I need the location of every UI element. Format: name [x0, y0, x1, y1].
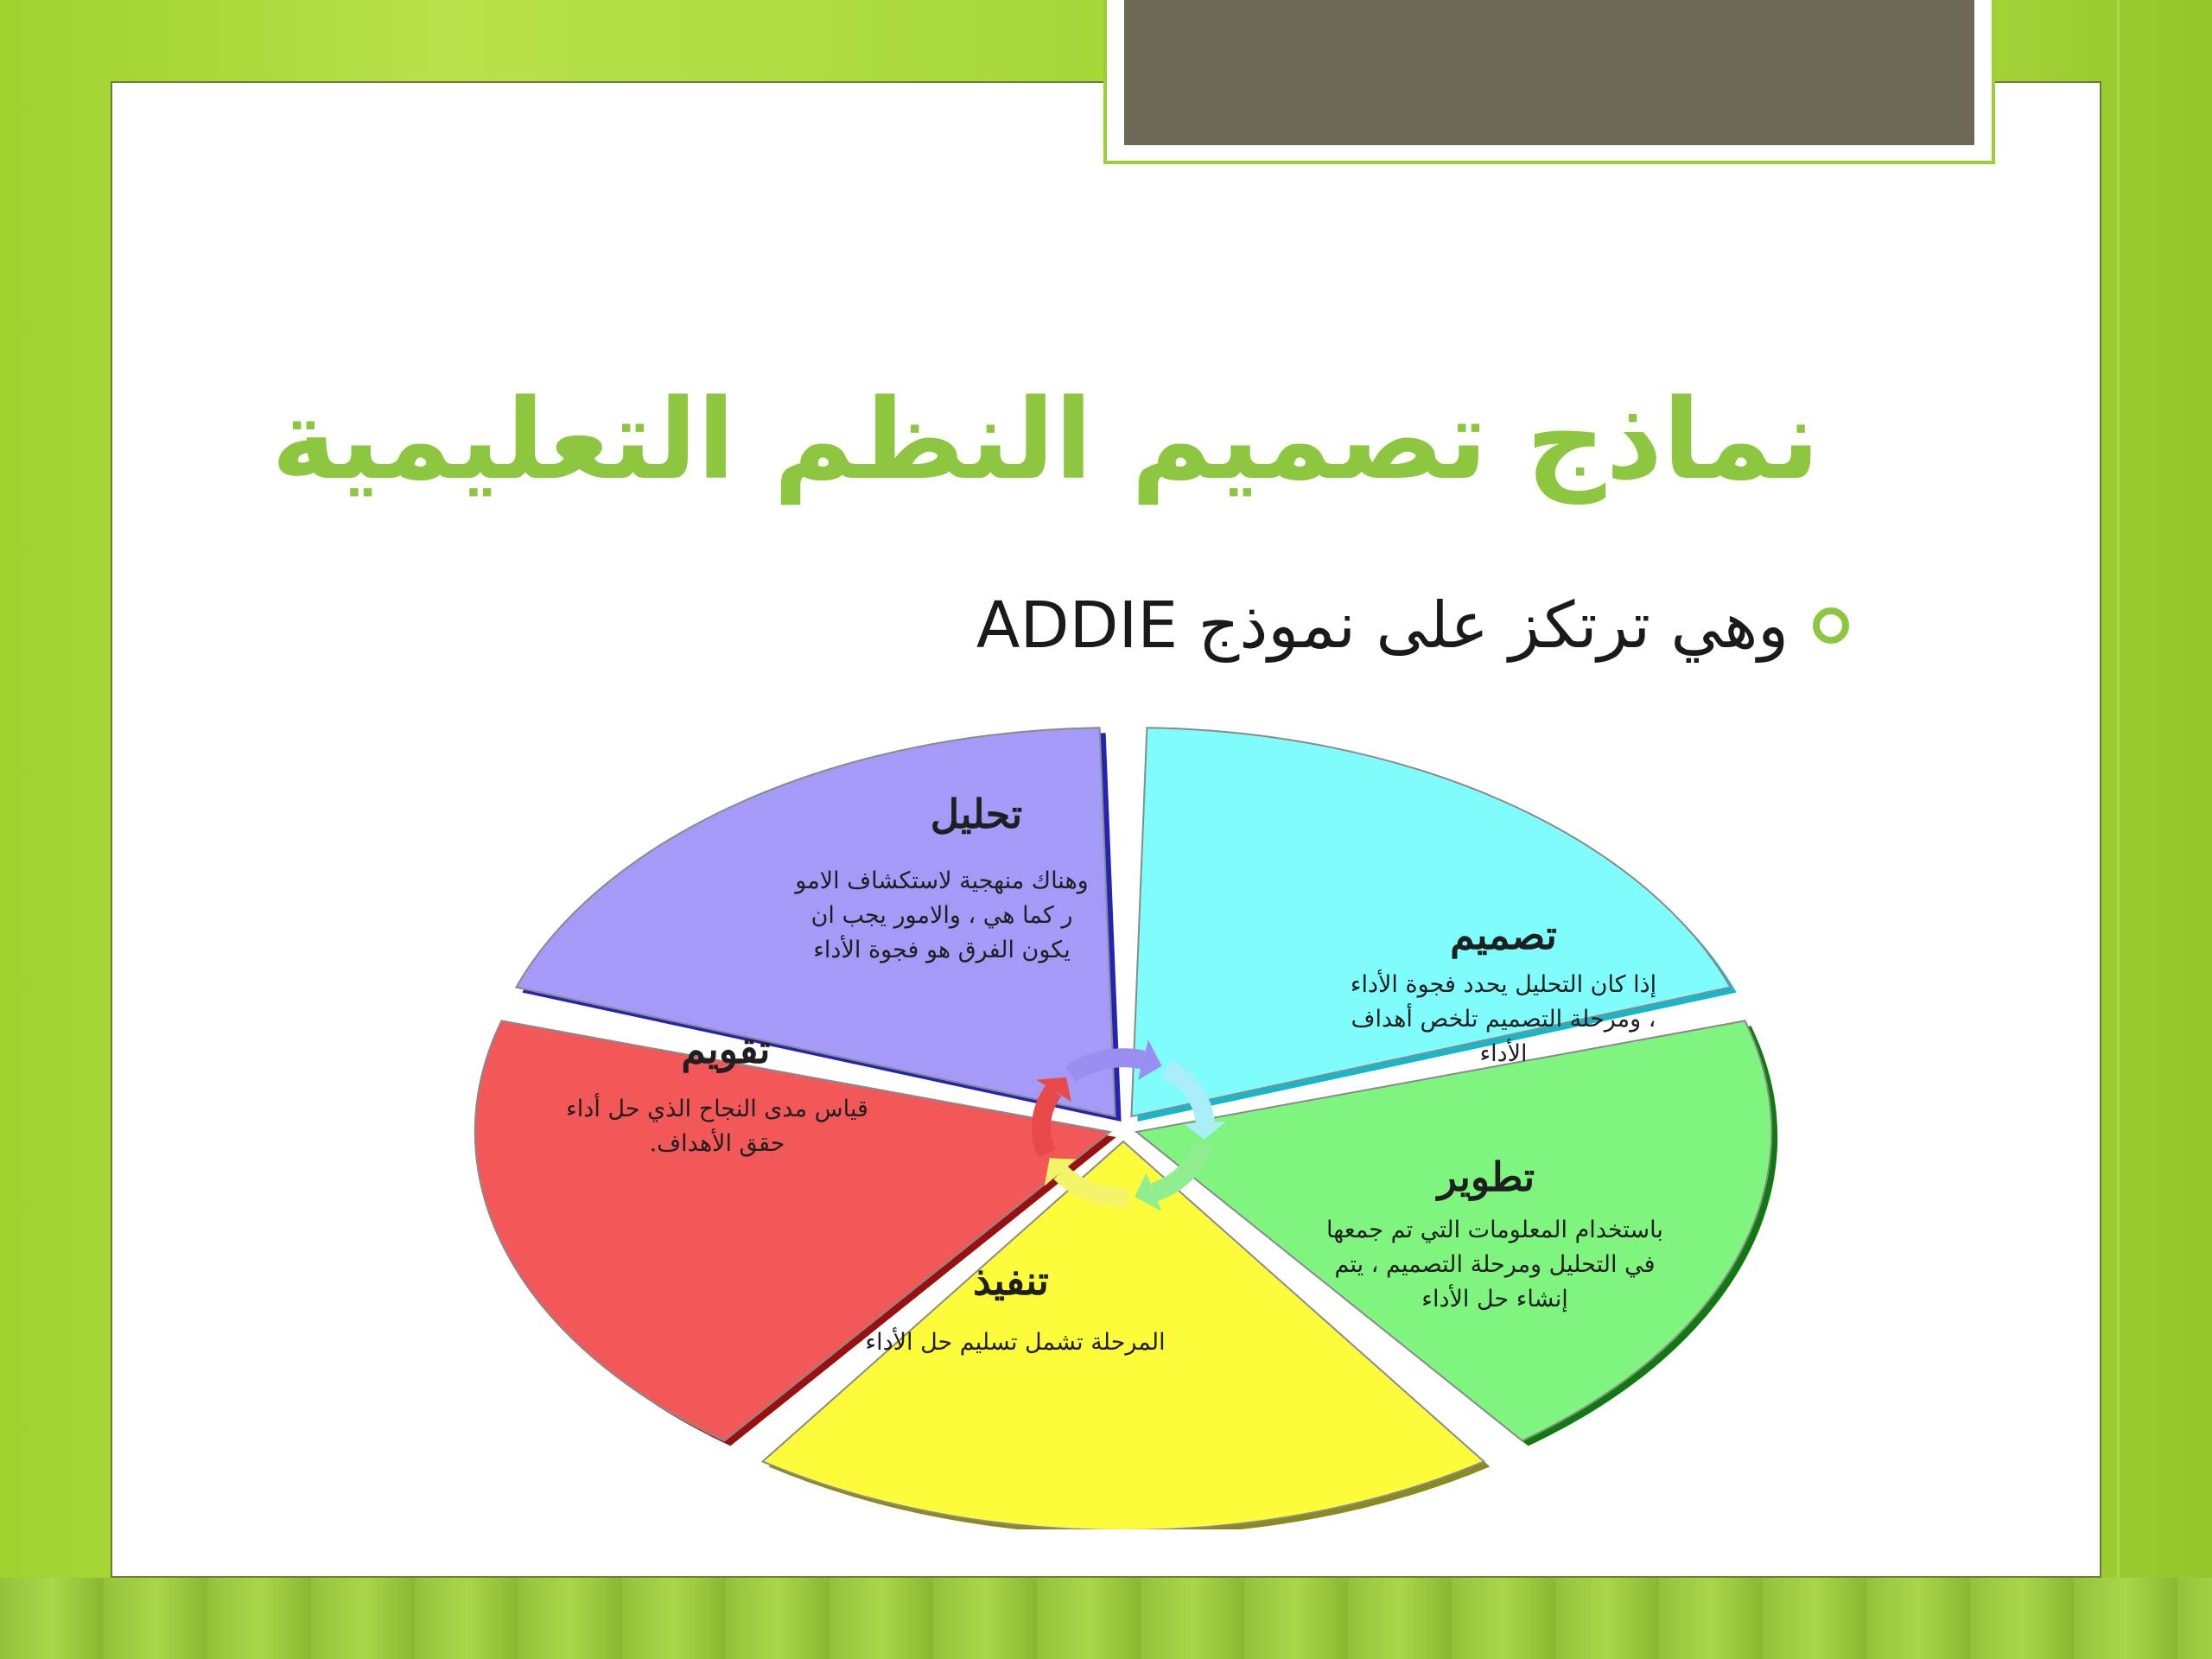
segment-implementation-title: تنفيذ — [973, 1257, 1049, 1304]
segment-analysis-text-line: ر كما هي ، والامور يجب ان — [810, 902, 1073, 929]
addie-cycle-diagram — [467, 726, 1780, 1529]
segment-design-text-line: ، ومرحلة التصميم تلخص أهداف — [1351, 1006, 1656, 1033]
segment-development-text-line: في التحليل ومرحلة التصميم ، يتم — [1334, 1251, 1656, 1278]
diagram-segments — [475, 728, 1777, 1529]
segment-analysis-text-line: يكون الفرق هو فجوة الأداء — [813, 937, 1071, 963]
segment-design-text-line: إذا كان التحليل يحدد فجوة الأداء — [1350, 971, 1657, 998]
segment-evaluation-text-line: حقق الأهداف. — [649, 1130, 785, 1157]
slide-title: نماذج تصميم النظم التعليمية — [270, 376, 1821, 505]
segment-design-text-line: الأداء — [1479, 1040, 1528, 1067]
segment-development-title: تطوير — [1437, 1154, 1535, 1200]
segment-development-text-line: إنشاء حل الأداء — [1421, 1286, 1568, 1313]
bullet-text: وهي ترتكز على نموذج ADDIE — [976, 588, 1789, 663]
segment-development-text-line: باستخدام المعلومات التي تم جمعها — [1326, 1217, 1663, 1243]
segment-analysis-text-line: وهناك منهجية لاستكشاف الامو — [795, 868, 1089, 894]
header-box — [1124, 0, 1974, 145]
segment-implementation-text-line: المرحلة تشمل تسليم حل الأداء — [865, 1329, 1166, 1356]
background-bottom-band — [0, 1578, 2212, 1659]
background-decor-line — [2117, 0, 2120, 1659]
segment-evaluation-title: تقويم — [681, 1026, 771, 1072]
bullet-ring-icon — [1813, 607, 1849, 644]
segment-design-title: تصميم — [1450, 912, 1557, 958]
segment-evaluation-text-line: قياس مدى النجاح الذي حل أداء — [566, 1096, 868, 1122]
bullet-item — [976, 574, 1849, 677]
segment-analysis-title: تحليل — [930, 791, 1023, 837]
